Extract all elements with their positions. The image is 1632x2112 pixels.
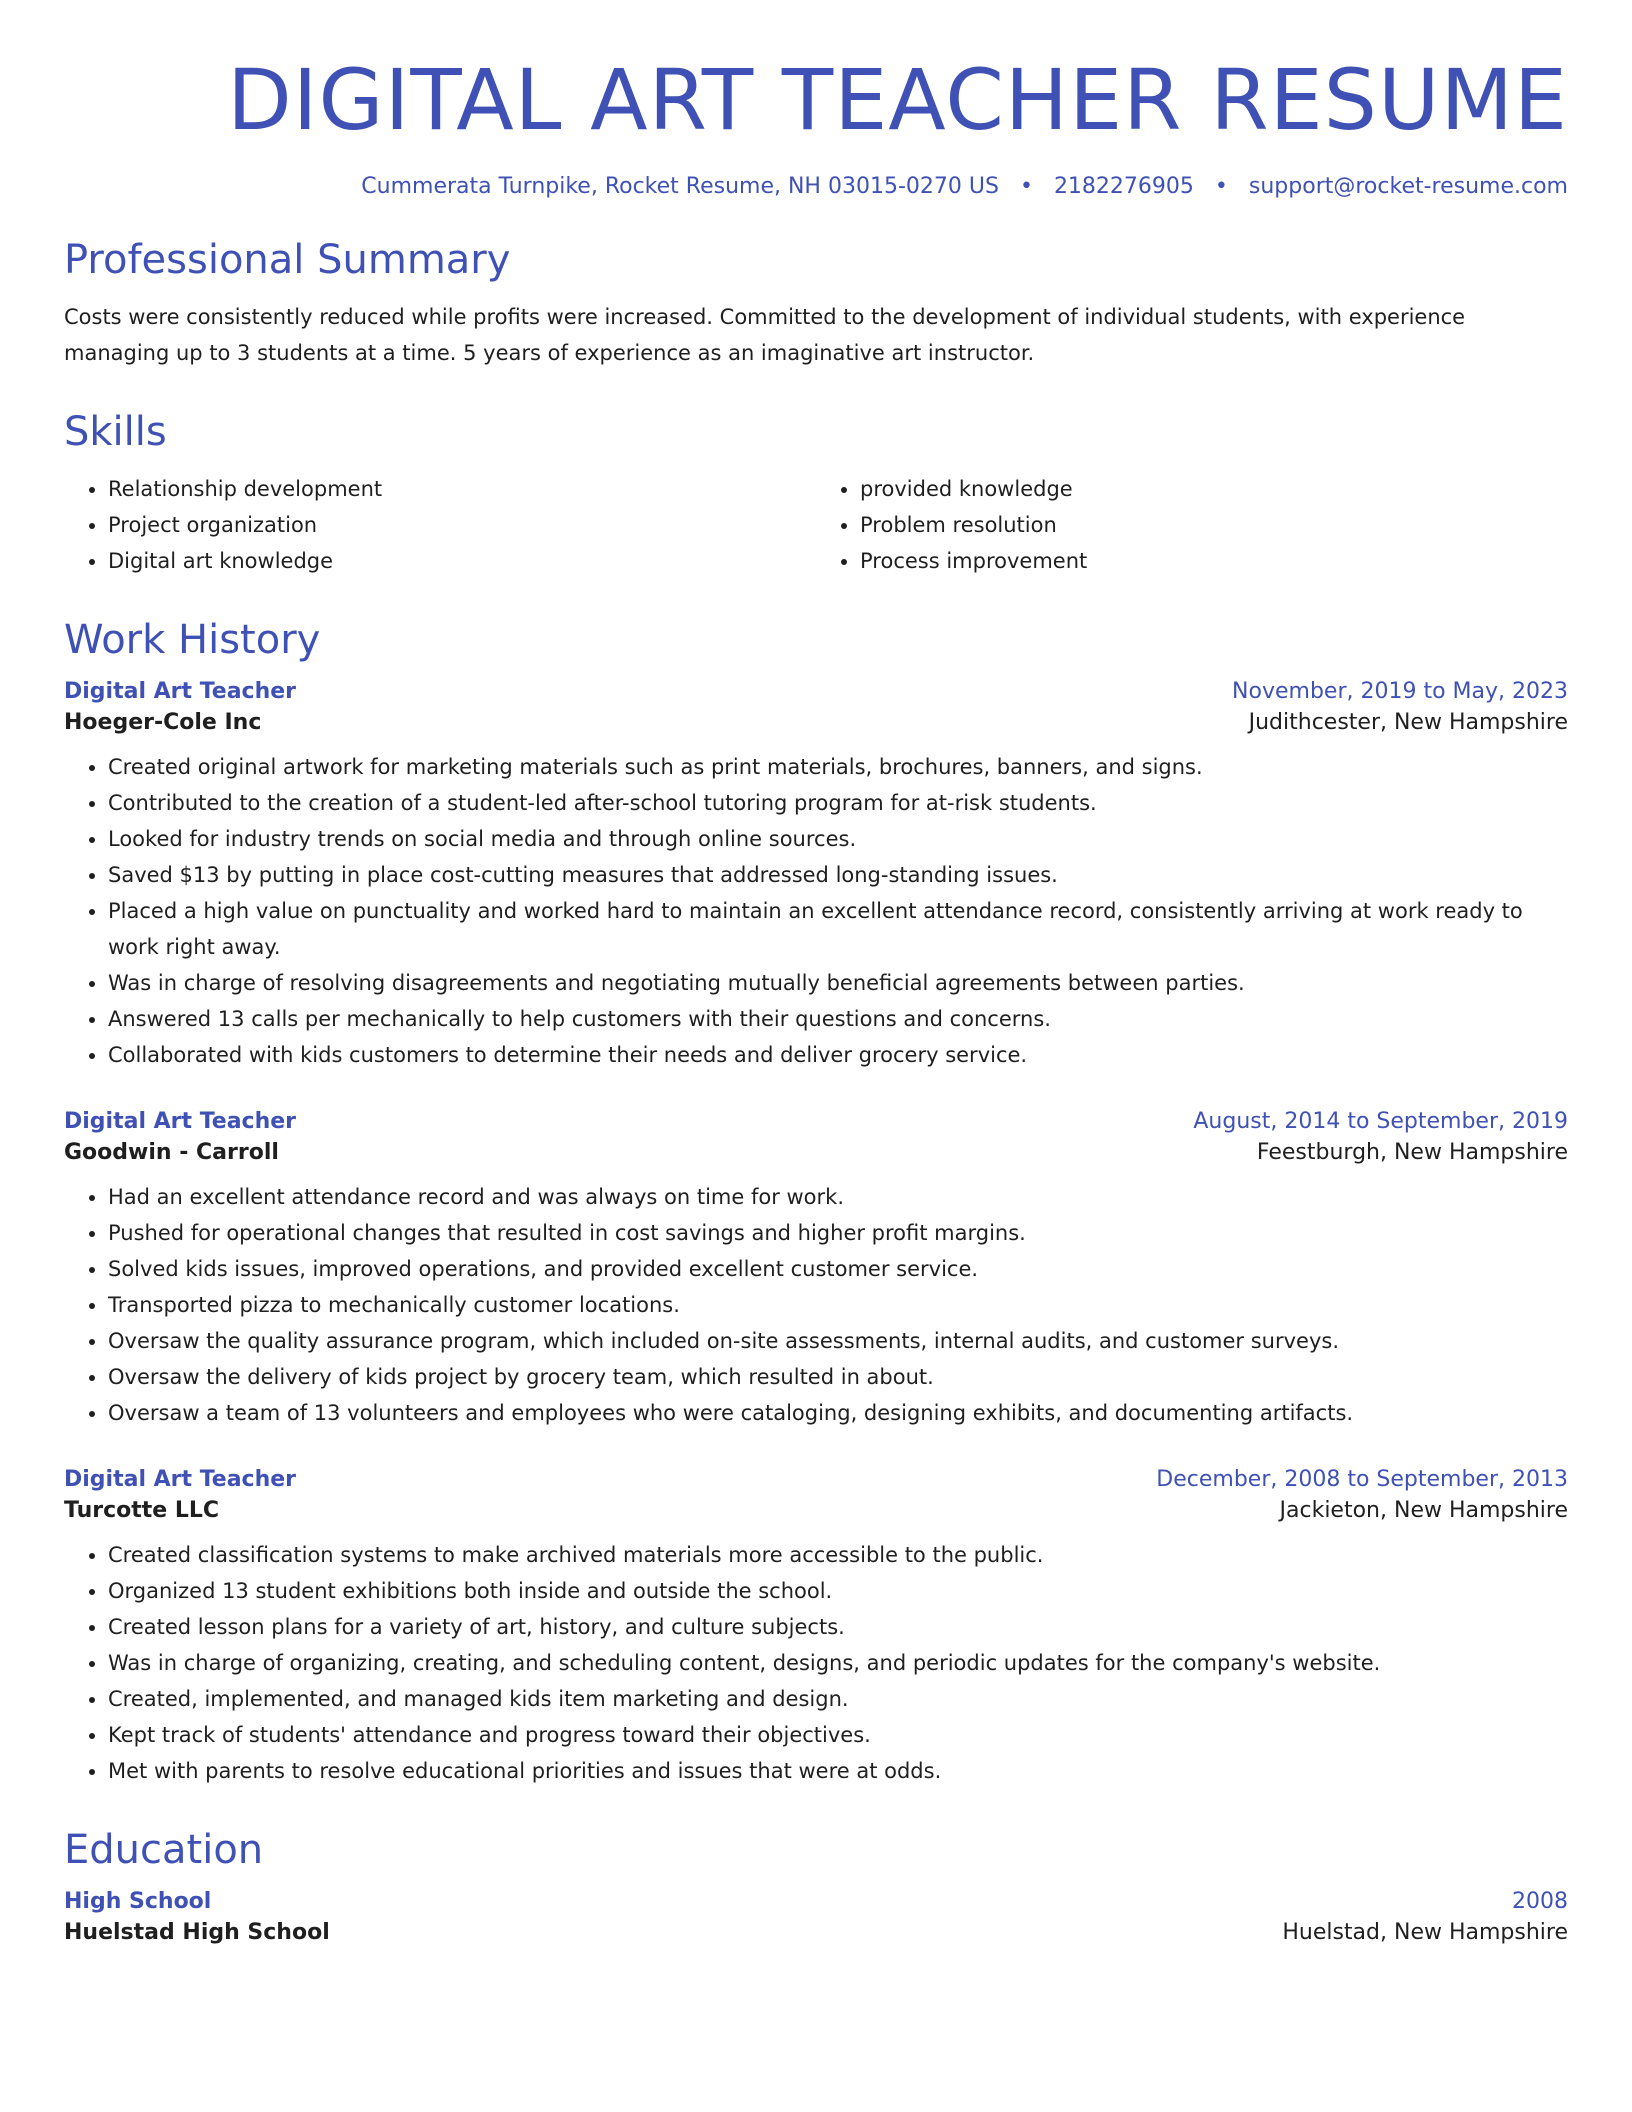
- summary-section: [64, 237, 1568, 371]
- job-bullet: • Created classification systems to make archived materials more accessible to the public.: [108, 1537, 1568, 1573]
- job-bullet: • Oversaw the quality assurance program, which included on-site assessments, internal audits, and customer surveys.: [108, 1323, 1568, 1359]
- job-bullet: • Kept track of students' attendance and progress toward their objectives.: [108, 1717, 1568, 1753]
- skill-item: • Relationship development: [108, 471, 816, 507]
- job-bullet: • Created lesson plans for a variety of art, history, and culture subjects.: [108, 1609, 1568, 1645]
- work-history-section: [64, 617, 1568, 1789]
- education-degree: High School: [64, 1889, 212, 1914]
- job-location: Judithcester, New Hampshire: [1248, 710, 1568, 735]
- job-dates: December, 2008 to September, 2013: [1156, 1467, 1568, 1492]
- education-location: Huelstad, New Hampshire: [1282, 1920, 1568, 1945]
- contact-email: support@rocket-resume.com: [1248, 174, 1568, 199]
- education-section: [64, 1827, 1568, 1945]
- resume-title: DIGITAL ART TEACHER RESUME: [227, 51, 1568, 149]
- job-bullet: • Was in charge of organizing, creating, and scheduling content, designs, and periodic updates for the company's website.: [108, 1645, 1568, 1681]
- job-bullet: • Looked for industry trends on social media and through online sources.: [108, 821, 1568, 857]
- contact-phone: 2182276905: [1053, 174, 1194, 199]
- job-entry: [64, 1109, 1568, 1431]
- skills-section: [64, 409, 1568, 579]
- job-dates: August, 2014 to September, 2019: [1193, 1109, 1568, 1134]
- job-bullets: [64, 749, 1568, 1073]
- skills-list-left: [64, 471, 816, 579]
- contact-separator: •: [1019, 174, 1033, 199]
- job-bullets: [64, 1179, 1568, 1431]
- job-company: Hoeger-Cole Inc: [64, 710, 262, 735]
- job-bullet: • Met with parents to resolve educational priorities and issues that were at odds.: [108, 1753, 1568, 1789]
- job-bullet: • Answered 13 calls per mechanically to help customers with their questions and concerns.: [108, 1001, 1568, 1037]
- skills-heading: Skills: [64, 409, 167, 455]
- contact-line: [64, 174, 1568, 199]
- skills-list-right: [816, 471, 1568, 579]
- education-year: 2008: [1512, 1889, 1568, 1914]
- job-bullet: • Oversaw the delivery of kids project by grocery team, which resulted in about.: [108, 1359, 1568, 1395]
- skill-item: • Process improvement: [860, 543, 1568, 579]
- job-bullet: • Had an excellent attendance record and was always on time for work.: [108, 1179, 1568, 1215]
- job-bullet: • Created, implemented, and managed kids item marketing and design.: [108, 1681, 1568, 1717]
- job-bullet: • Contributed to the creation of a student-led after-school tutoring program for at-risk students.: [108, 785, 1568, 821]
- job-role: Digital Art Teacher: [64, 1109, 297, 1134]
- job-bullet: • Placed a high value on punctuality and worked hard to maintain an excellent attendance record, consistently arriving at work ready to work right away.: [108, 893, 1568, 965]
- job-bullet: • Solved kids issues, improved operations, and provided excellent customer service.: [108, 1251, 1568, 1287]
- job-location: Feestburgh, New Hampshire: [1256, 1140, 1568, 1165]
- job-bullet: • Saved $13 by putting in place cost-cutting measures that addressed long-standing issues.: [108, 857, 1568, 893]
- job-bullet: • Organized 13 student exhibitions both inside and outside the school.: [108, 1573, 1568, 1609]
- summary-heading: Professional Summary: [64, 237, 511, 283]
- job-company: Turcotte LLC: [64, 1498, 220, 1523]
- job-location: Jackieton, New Hampshire: [1279, 1498, 1568, 1523]
- skills-columns: [64, 471, 1568, 579]
- job-bullet: • Collaborated with kids customers to determine their needs and deliver grocery service.: [108, 1037, 1568, 1073]
- skill-item: • Digital art knowledge: [108, 543, 816, 579]
- job-bullet: • Oversaw a team of 13 volunteers and employees who were cataloging, designing exhibits, and documenting artifacts.: [108, 1395, 1568, 1431]
- job-bullet: • Created original artwork for marketing materials such as print materials, brochures, banners, and signs.: [108, 749, 1568, 785]
- job-company: Goodwin - Carroll: [64, 1140, 279, 1165]
- job-role: Digital Art Teacher: [64, 1467, 297, 1492]
- education-school: Huelstad High School: [64, 1920, 330, 1945]
- job-bullet: • Was in charge of resolving disagreements and negotiating mutually beneficial agreements between parties.: [108, 965, 1568, 1001]
- education-heading: Education: [64, 1827, 264, 1873]
- skill-item: • provided knowledge: [860, 471, 1568, 507]
- job-bullet: • Transported pizza to mechanically customer locations.: [108, 1287, 1568, 1323]
- job-entry: [64, 679, 1568, 1073]
- summary-text: Costs were consistently reduced while profits were increased. Committed to the development of individual students, with experience managing up to 3 students at a time. 5 years of experience as an imaginative art instructor.: [64, 305, 1466, 365]
- contact-separator: •: [1214, 174, 1228, 199]
- job-bullets: [64, 1537, 1568, 1789]
- contact-address: Cummerata Turnpike, Rocket Resume, NH 03015-0270 US: [361, 174, 999, 199]
- skill-item: • Problem resolution: [860, 507, 1568, 543]
- work-history-heading: Work History: [64, 617, 321, 663]
- education-entry: [64, 1889, 1568, 1945]
- skill-item: • Project organization: [108, 507, 816, 543]
- job-dates: November, 2019 to May, 2023: [1232, 679, 1568, 704]
- job-role: Digital Art Teacher: [64, 679, 297, 704]
- job-entry: [64, 1467, 1568, 1789]
- job-bullet: • Pushed for operational changes that resulted in cost savings and higher profit margins.: [108, 1215, 1568, 1251]
